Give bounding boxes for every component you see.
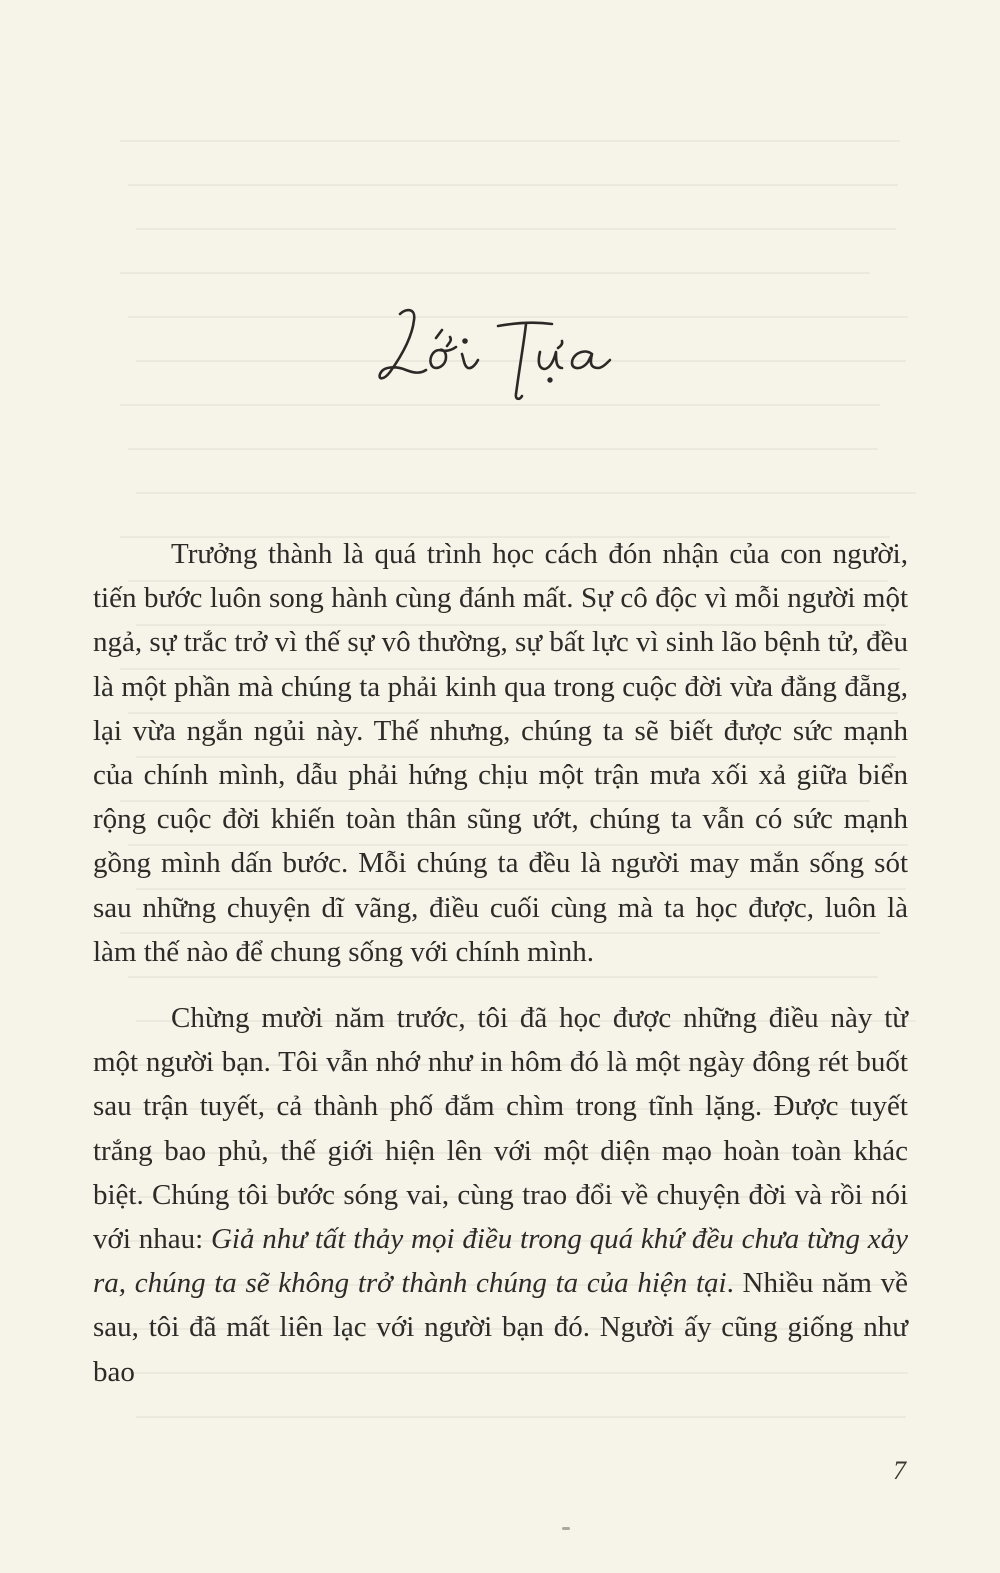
paragraph-text: Trưởng thành là quá trình học cách đón nhận của con người, tiến bước luôn song hành cùng đánh mất. Sự cô độc vì mỗi người một ngả, sự trắc trở vì thế sự vô thường, sự bất lực vì sinh lão bệnh tử, đều là một phần mà chúng ta phải kinh qua trong cuộc đời vừa đằng đẵng, lại vừa ngắn ngủi này. Thế nhưng, chúng ta sẽ biết được sức mạnh của chính mình, dẫu phải hứng chịu một trận mưa xối xả giữa biển rộng cuộc đời khiến toàn thân sũng ướt, chúng ta vẫn có sức mạnh gồng mình dấn bước. Mỗi chúng ta đều là người may mắn sống sót sau những chuyện dĩ vãng, điều cuối cùng mà ta học được, luôn là làm thế nào để chung sống với chính mình.: [93, 538, 908, 968]
paragraph: [93, 532, 908, 974]
show-through-line: [128, 184, 898, 186]
paragraph: [93, 996, 908, 1394]
paragraph-text: Chừng mười năm trước, tôi đã học được những điều này từ một người bạn. Tôi vẫn nhớ như in hôm đó là một ngày đông rét buốt sau trận tuyết, cả thành phố đắm chìm trong tĩnh lặng. Được tuyết trắng bao phủ, thế giới hiện lên với một diện mạo hoàn toàn khác biệt. Chúng tôi bước sóng vai, cùng trao đổi về chuyện đời và rồi nói với nhau:: [93, 1002, 908, 1256]
body-text: [93, 532, 908, 1394]
italic-quote: Giả như tất thảy mọi điều trong quá khứ đều chưa từng xảy ra, chúng ta sẽ không trở thành chúng ta của hiện tại: [93, 1223, 909, 1300]
page-number: 7: [893, 1456, 906, 1485]
chapter-heading: [0, 300, 1000, 410]
print-speck: [562, 1527, 570, 1530]
show-through-line: [136, 228, 896, 230]
show-through-line: [136, 1416, 906, 1418]
show-through-line: [128, 448, 878, 450]
show-through-line: [120, 272, 870, 274]
show-through-line: [120, 140, 900, 142]
show-through-line: [136, 492, 916, 494]
chapter-heading-script: [370, 300, 630, 410]
paragraph-text: . Nhiều năm về sau, tôi đã mất liên lạc với người bạn đó. Người ấy cũng giống như bao: [93, 1267, 909, 1388]
chapter-heading-text: [0, 300, 1000, 301]
